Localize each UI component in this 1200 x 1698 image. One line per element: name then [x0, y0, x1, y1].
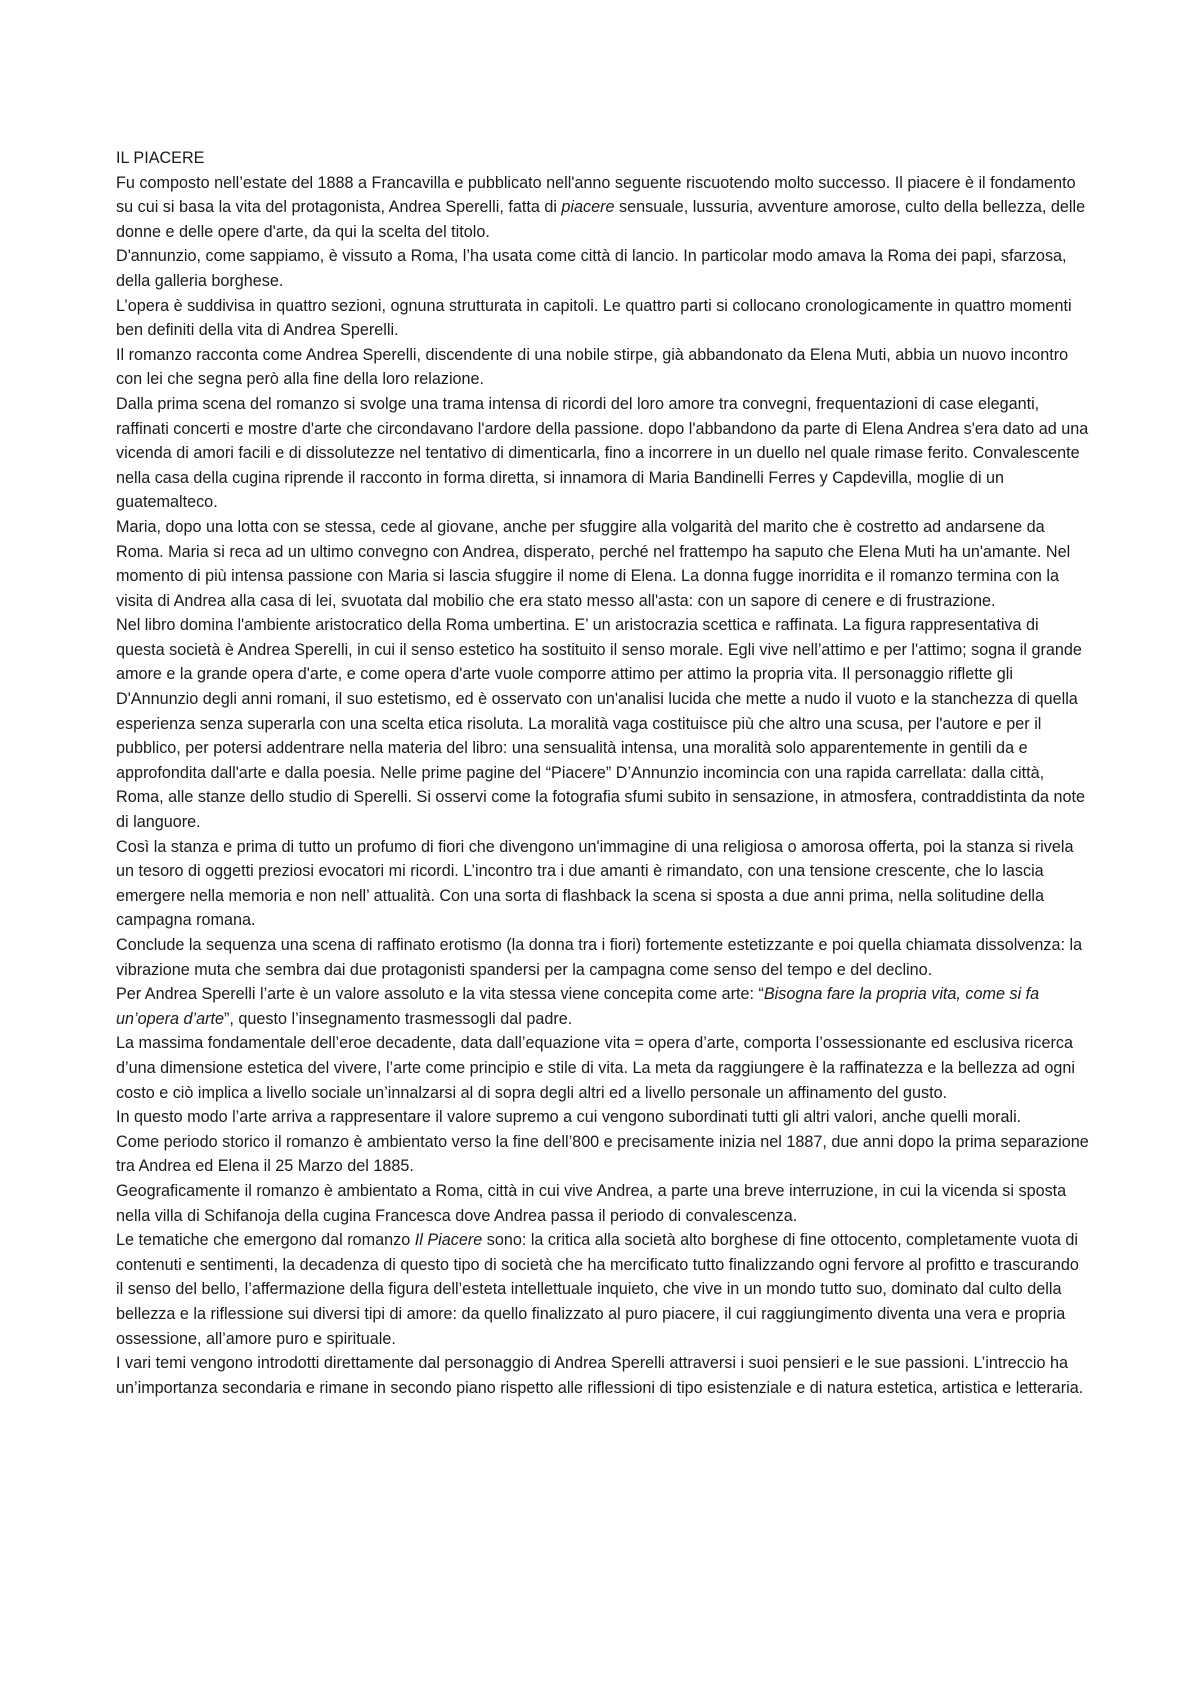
emphasis-piacere: piacere — [561, 198, 615, 217]
document-body — [116, 146, 1090, 1400]
paragraph-room: Così la stanza e prima di tutto un profumo di fiori che divengono un'immagine di una religiosa o amorosa offerta, poi la stanza si rivela un tesoro di oggetti preziosi evocatori mi ricordi. L’incontro tra i due amanti è rimandato, con una tensione crescente, che lo lascia emergere nella memoria e non nell’ attualità. Con una sorta di flashback la scena si sposta a due anni prima, nella solitudine della campagna romana. — [116, 837, 1074, 930]
paragraph-environment: Nel libro domina l'ambiente aristocratico della Roma umbertina. E’ un aristocrazia scettica e raffinata. La figura rappresentativa di questa società è Andrea Sperelli, in cui il senso estetico ha sostituito il senso morale. Egli vive nell’attimo e per l'attimo; sogna il grande amore e la grande opera d'arte, e come opera d'arte vuole comporre attimo per attimo la propria vita. Il personaggio riflette gli D'Annunzio degli anni romani, il suo estetismo, ed è osservato con un'analisi lucida che mette a nudo il vuoto e la stanchezza di quella esperienza senza superarla con una scelta etica risoluta. La moralità vaga costituisce più che altro una scusa, per l'autore e per il pubblico, per potersi addentrare nella materia del libro: una sensualità intensa, una moralità solo apparentemente in gentili da e approfondita dall'arte e dalla poesia. Nelle prime pagine del “Piacere” D’Annunzio incomincia con una rapida carrellata: dalla città, Roma, alle stanze dello studio di Sperelli. Si osservi come la fotografia sfumi subito in sensazione, in atmosfera, contraddistinta da note di languore. — [116, 616, 1086, 832]
paragraph-supreme-value: In questo modo l’arte arriva a rappresentare il valore supremo a cui vengono subordinati tutti gli altri valori, anche quelli morali. — [116, 1108, 1022, 1127]
paragraph-composition: Fu composto nell’estate del 1888 a Francavilla e pubblicato nell'anno seguente riscuotendo molto successo. Il piacere è il fondamento su cui si basa la vita del protagonista, Andrea Sperelli, fatta di piacere sensuale, lussuria, avventure amorose, culto della bellezza, delle donne e delle opere d'arte, da qui la scelta del titolo. — [116, 173, 1086, 241]
emphasis-title: Il Piacere — [414, 1231, 483, 1250]
paragraph-themes: Le tematiche che emergono dal romanzo Il Piacere sono: la critica alla società alto borghese di fine ottocento, completamente vuota di contenuti e sentimenti, la decadenza di questo tipo di società che ha mercificato tutto finalizzando ogni fervore al profitto e trascurando il senso del bello, l’affermazione della figura dell’esteta intellettuale inquieto, che vive in un mondo tutto suo, dominato dal culto della bellezza e la riflessione sui diversi tipi di amore: da quello finalizzato al puro piacere, il cui raggiungimento diventa una vera e propria ossessione, all’amore puro e spirituale. — [116, 1231, 1079, 1348]
paragraph-maria: Maria, dopo una lotta con se stessa, cede al giovane, anche per sfuggire alla volgarità del marito che è costretto ad andarsene da Roma. Maria si reca ad un ultimo convegno con Andrea, disperato, perché nel frattempo ha saputo che Elena Muti ha un'amante. Nel momento di più intensa passione con Maria si lascia sfuggire il nome di Elena. La donna fugge inorridita e il romanzo termina con la visita di Andrea alla casa di lei, svuotata dal mobilio che era stato messo all'asta: con un sapore di cenere e di frustrazione. — [116, 517, 1071, 610]
paragraph-historical-period: Come periodo storico il romanzo è ambientato verso la fine dell’800 e precisamente inizia nel 1887, due anni dopo la prima separazione tra Andrea ed Elena il 25 Marzo del 1885. — [116, 1132, 1089, 1176]
paragraph-plot-intro: Il romanzo racconta come Andrea Sperelli, discendente di una nobile stirpe, già abbandonato da Elena Muti, abbia un nuovo incontro con lei che segna però alla fine della loro relazione. — [116, 345, 1069, 389]
paragraph-sequence: Conclude la sequenza una scena di raffinato erotismo (la donna tra i fiori) fortemente estetizzante e poi quella chiamata dissolvenza: la vibrazione muta che sembra dai due protagonisti spandersi per la campagna come senso del tempo e del declino. — [116, 936, 1083, 979]
document-title: IL PIACERE — [116, 149, 205, 167]
emphasis-quote: Bisogna fare la propria vita, come si fa un’opera d’arte — [116, 985, 1040, 1028]
paragraph-conclusion: I vari temi vengono introdotti direttamente dal personaggio di Andrea Sperelli attraversi i suoi pensieri e le sue passioni. L’intreccio ha un’importanza secondaria e rimane in secondo piano rispetto alle riflessioni di tipo esistenziale e di natura estetica, artistica e letteraria. — [116, 1354, 1084, 1397]
paragraph-first-scene: Dalla prima scena del romanzo si svolge una trama intensa di ricordi del loro amore tra convegni, frequentazioni di case eleganti, raffinati concerti e mostre d'arte che circondavano l'ardore della passione. dopo l'abbandono da parte di Elena Andrea s'era dato ad una vicenda di amori facili e di dissolutezze nel tentativo di dimenticarla, fino a incorrere in un duello nel quale rimase ferito. Convalescente nella casa della cugina riprende il racconto in forma diretta, si innamora di Maria Bandinelli Ferres y Capdevilla, moglie di un guatemalteco. — [116, 394, 1089, 512]
paragraph-maxim: La massima fondamentale dell’eroe decadente, data dall’equazione vita = opera d’arte, comporta l’ossessionante ed esclusiva ricerca d’una dimensione estetica del vivere, l’arte come principio e stile di vita. La meta da raggiungere è la raffinatezza e la bellezza ad ogni costo e ciò implica a livello sociale un’innalzarsi al di sopra degli altri ed a livello personale un affinamento del gusto. — [116, 1034, 1075, 1102]
paragraph-art-value: Per Andrea Sperelli l’arte è un valore assoluto e la vita stessa viene concepita come arte: “Bisogna fare la propria vita, come si fa un’opera d’arte”, questo l’insegnamento trasmessogli dal padre. — [116, 985, 1040, 1028]
paragraph-structure: L’opera è suddivisa in quattro sezioni, ognuna strutturata in capitoli. Le quattro parti si collocano cronologicamente in quattro momenti ben definiti della vita di Andrea Sperelli. — [116, 296, 1072, 340]
paragraph-geography: Geograficamente il romanzo è ambientato a Roma, città in cui vive Andrea, a parte una breve interruzione, in cui la vicenda si sposta nella villa di Schifanoja della cugina Francesca dove Andrea passa il periodo di convalescenza. — [116, 1181, 1067, 1225]
paragraph-rome: D'annunzio, come sappiamo, è vissuto a Roma, l’ha usata come città di lancio. In particolar modo amava la Roma dei papi, sfarzosa, della galleria borghese. — [116, 247, 1067, 290]
